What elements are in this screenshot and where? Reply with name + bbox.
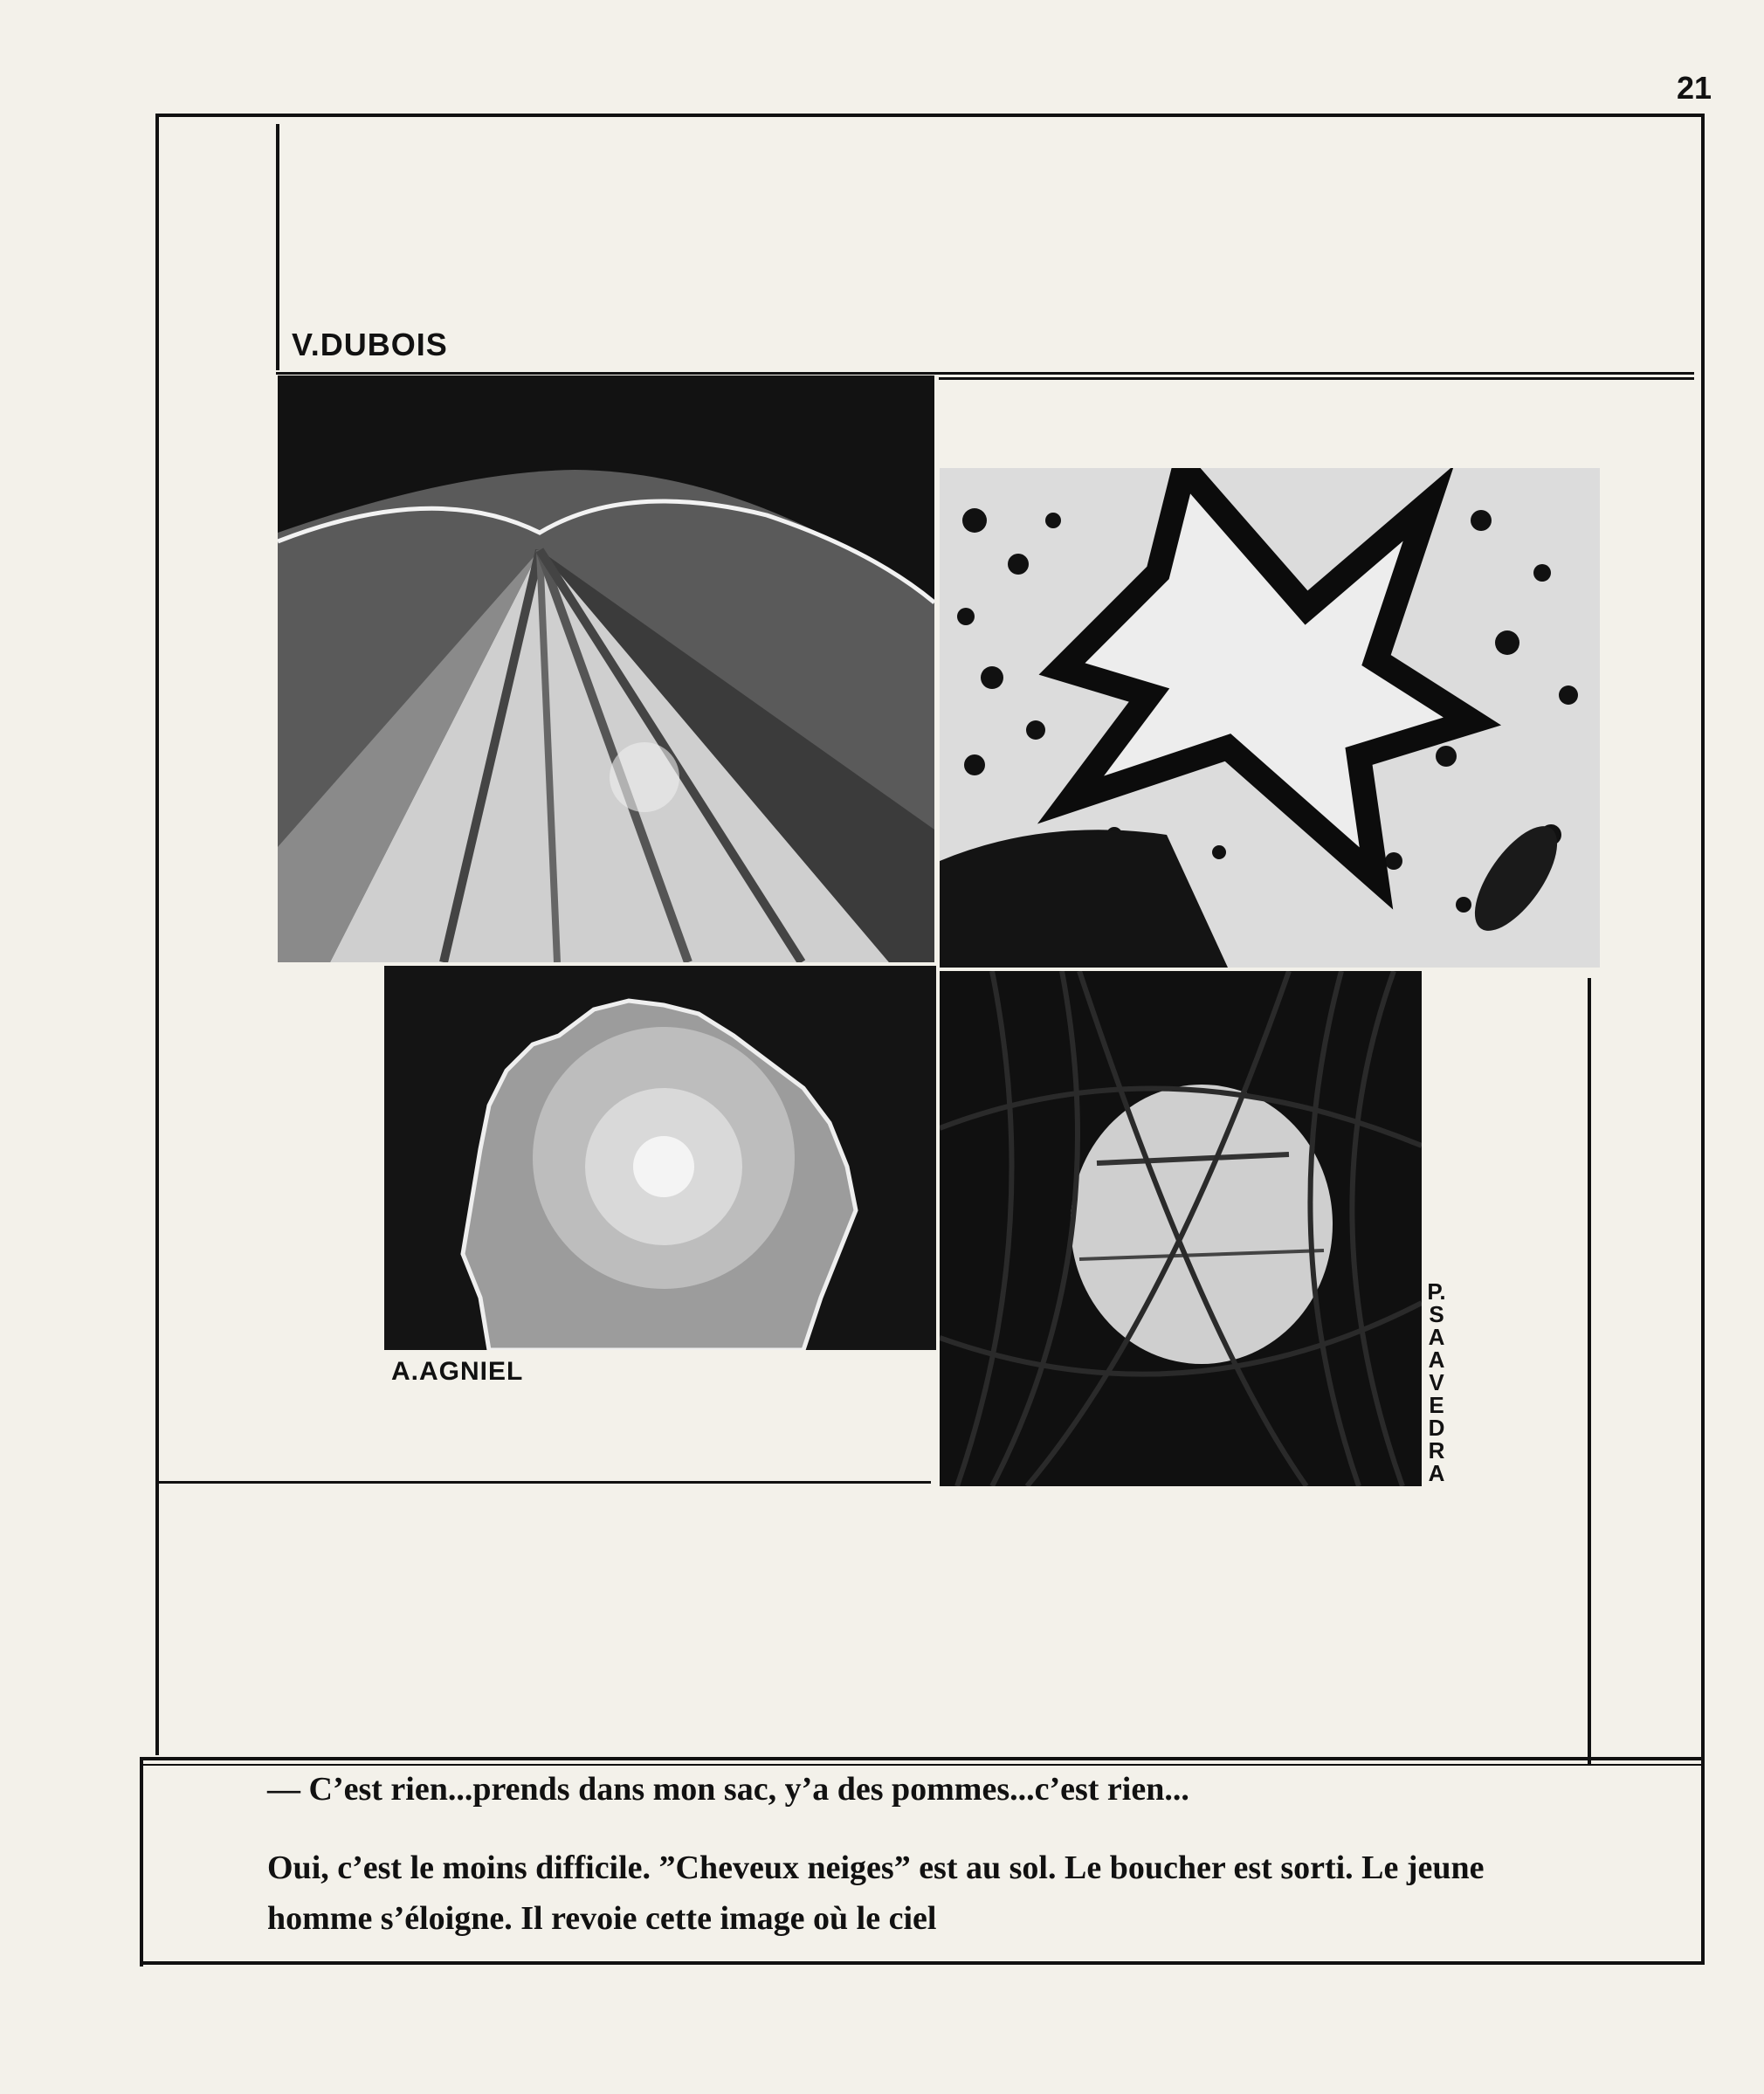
artist-signature-dubois: V.DUBOIS	[292, 327, 448, 362]
frame-top-rule	[155, 114, 1705, 117]
frame-left-rule	[155, 114, 159, 1755]
middle-horizontal-rule	[155, 1481, 931, 1484]
burst-painting	[384, 966, 936, 1350]
artist-signature-agniel: A.AGNIEL	[391, 1357, 524, 1386]
right-vertical-rule	[1588, 978, 1591, 1764]
moon-through-grass-painting	[940, 971, 1422, 1486]
text-box-left-rule	[140, 1757, 143, 1967]
dialogue-line: — C’est rien...prends dans mon sac, y’a des pommes...c’est rien...	[267, 1771, 1189, 1808]
right-art-top-rule	[939, 377, 1694, 380]
text-box-top-rule	[140, 1757, 1705, 1760]
narrative-paragraph: Oui, c’est le moins difficile. ”Cheveux neiges” est au sol. Le boucher est sorti. Le jeune homme s’éloigne. Il revoie cette image où le ciel	[267, 1849, 1485, 1937]
star-painting	[940, 468, 1600, 968]
page-number: 21	[1676, 70, 1712, 106]
frame-right-rule	[1701, 114, 1705, 1965]
dome-painting	[278, 375, 934, 962]
text-block	[267, 1764, 1560, 1944]
artist-signature-saavedra: P.SAAVEDRA	[1427, 1278, 1446, 1486]
inner-upper-rule	[276, 372, 1694, 375]
inner-left-rule	[276, 124, 279, 370]
text-box-bottom-rule	[140, 1961, 1705, 1965]
